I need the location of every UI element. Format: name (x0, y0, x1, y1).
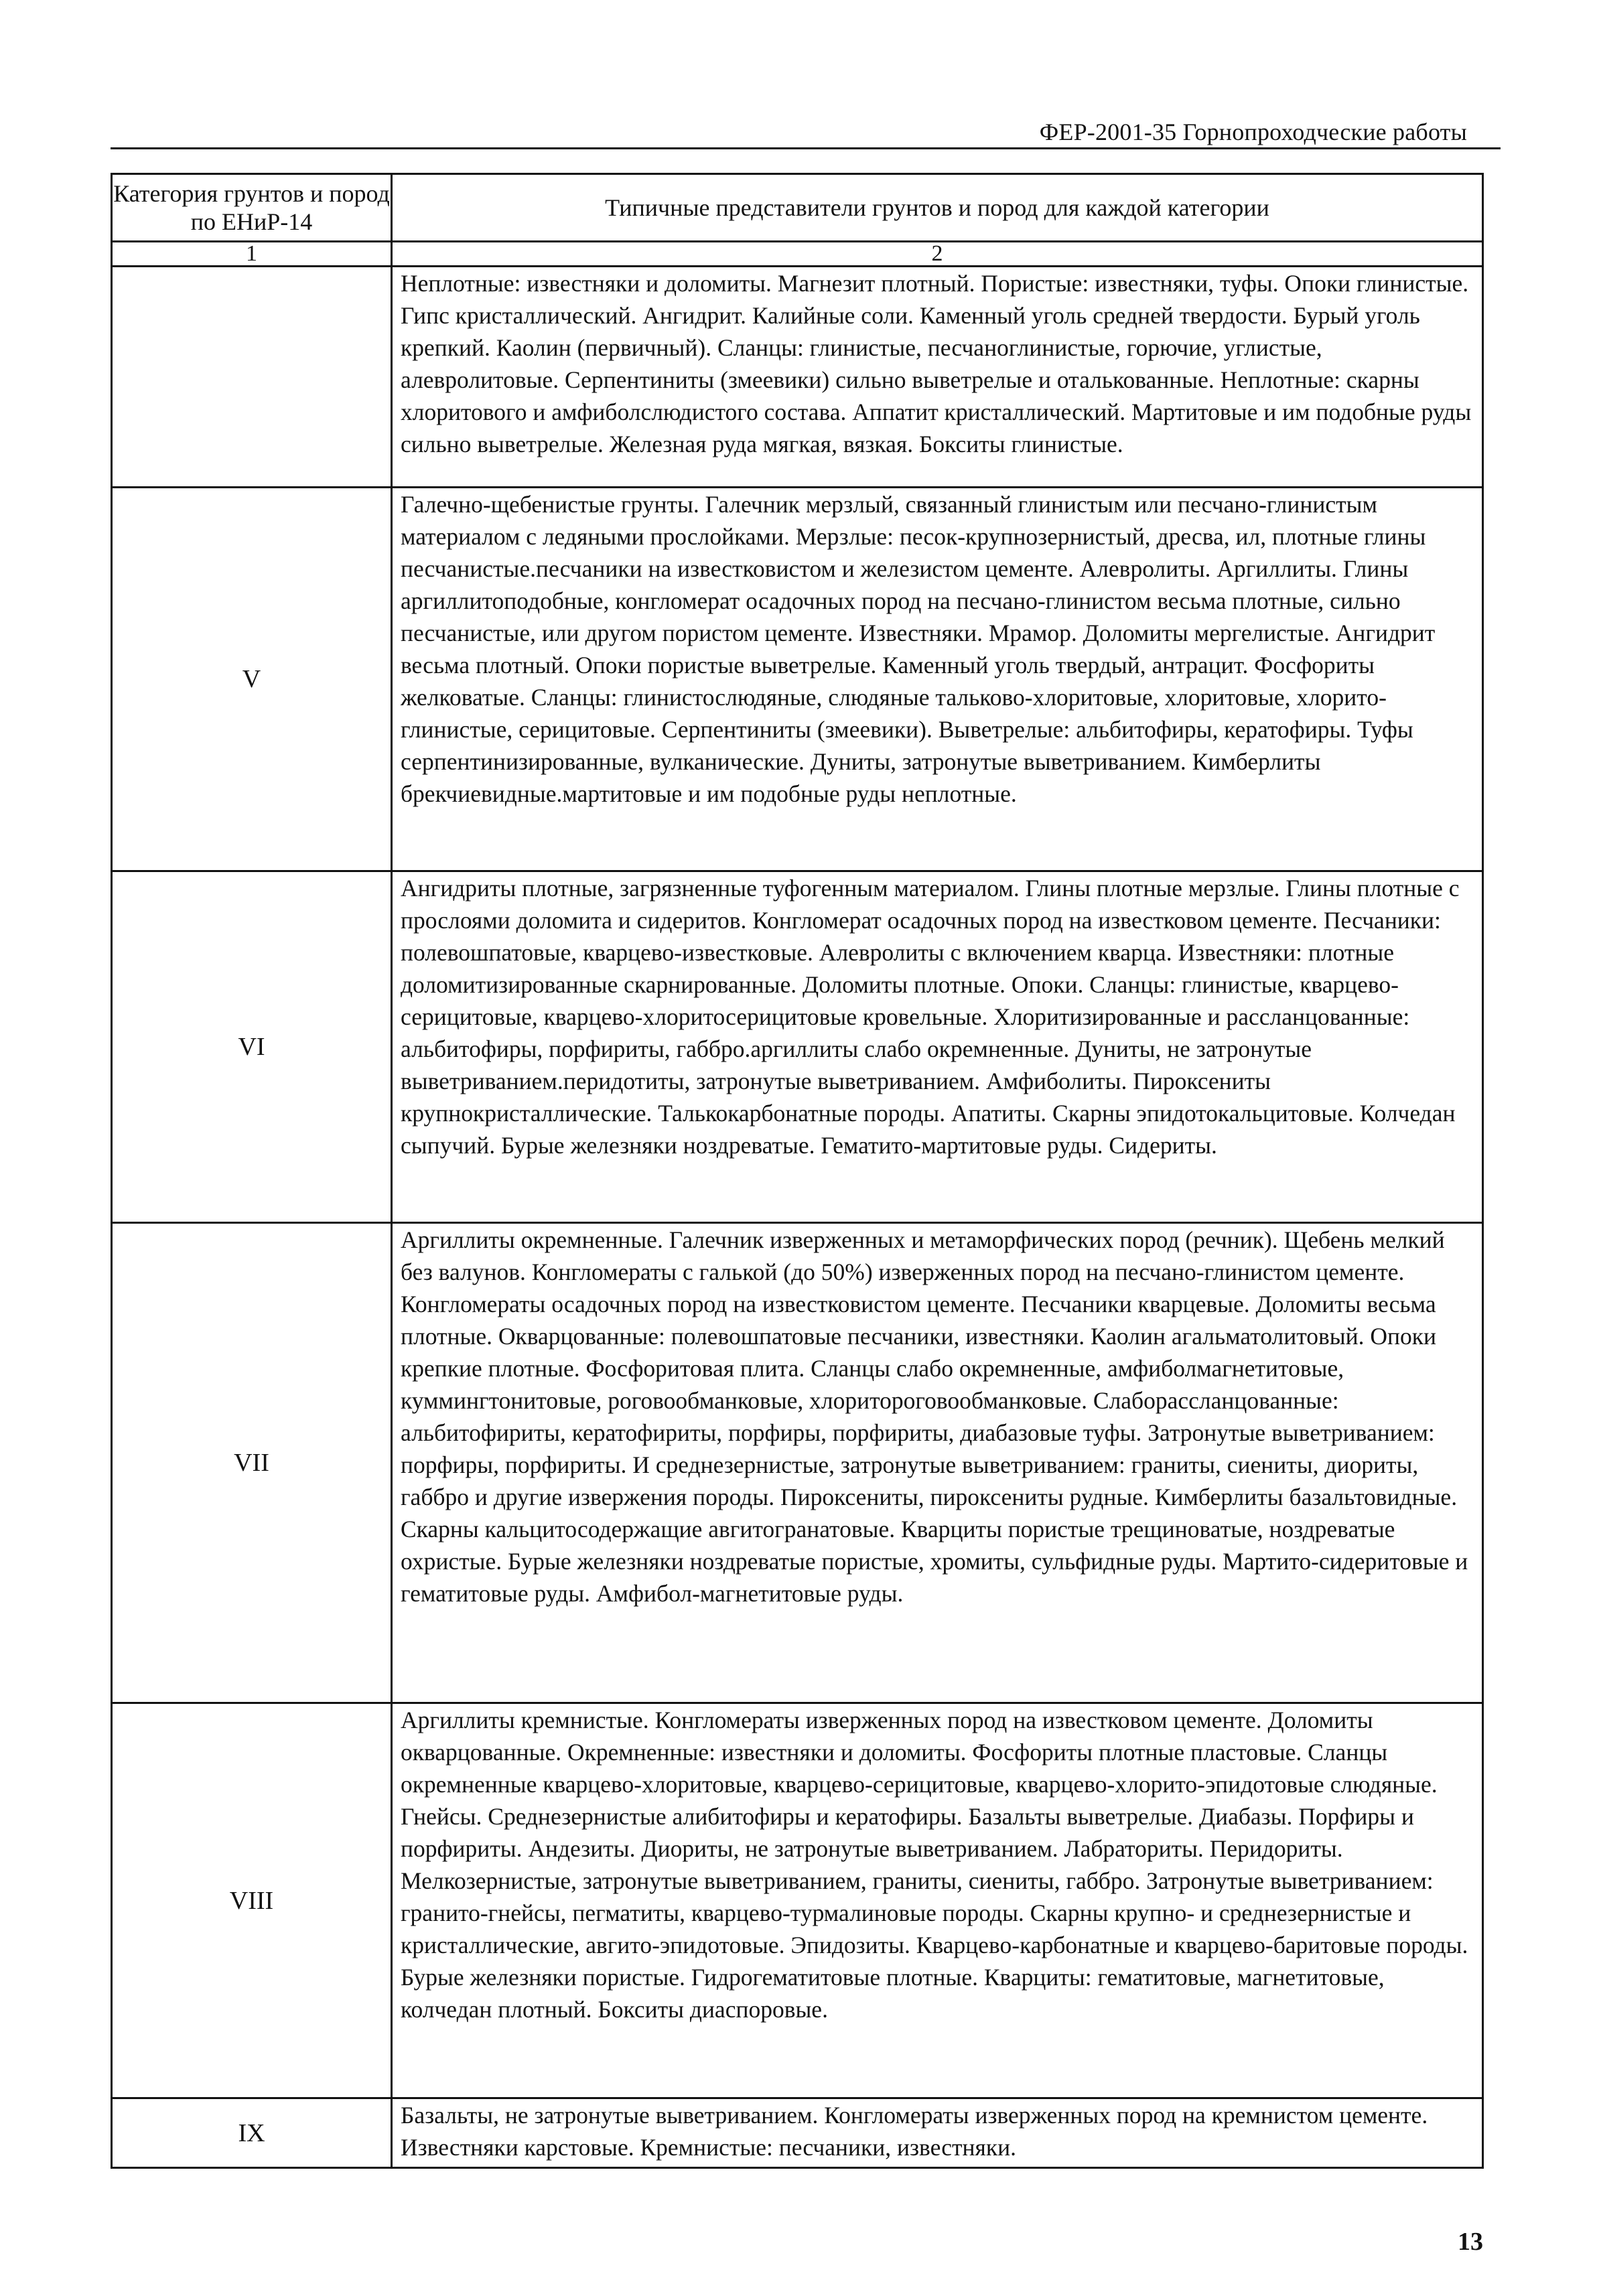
category-cell: VII (112, 1223, 392, 1703)
category-cell: VIII (112, 1703, 392, 2098)
table-row (112, 2098, 1483, 2168)
page-number: 13 (1458, 2228, 1483, 2256)
description-cell: Галечно-щебенистые грунты. Галечник мерзлый, связанный глинистым или песчано-глинистым материалом с ледяными прослойками. Мерзлые: песок-крупнозернистый, дресва, ил, плотные глины песчанистые.песчаники на известковистом и железистом цементе. Алевролиты. Аргиллиты. Глины аргиллитоподобные, конгломерат осадочных пород на песчано-глинистом весьма плотные, сильно песчанистые, или другом пористом цементе. Известняки. Мрамор. Доломиты мергелистые. Ангидрит весьма плотный. Опоки пористые выветрелые. Каменный уголь твердый, антрацит. Фосфориты желковатые. Сланцы: глинистослюдяные, слюдяные тальково-хлоритовые, хлоритовые, хлорито-глинистые, серицитовые. Серпентиниты (змеевики). Выветрелые: альбитофиры, кератофиры. Туфы серпентинизированные, вулканические. Дуниты, затронутые выветриванием. Кимберлиты брекчиевидные.мартитовые и им подобные руды неплотные. (392, 488, 1483, 871)
description-cell: Ангидриты плотные, загрязненные туфогенным материалом. Глины плотные мерзлые. Глины плотные с прослоями доломита и сидеритов. Конгломерат осадочных пород на известковом цементе. Песчаники: полевошпатовые, кварцево-известковые. Алевролиты с включением кварца. Известняки: плотные доломитизированные скарнированные. Доломиты плотные. Опоки. Сланцы: глинистые, кварцево-серицитовые, кварцево-хлоритосерицитовые кровельные. Хлоритизированные и рассланцованные: альбитофиры, порфириты, габбро.аргиллиты слабо окремненные. Дуниты, не затронутые выветриванием.перидотиты, затронутые выветриванием. Амфиболиты. Пироксениты крупнокристаллические. Талькокарбонатные породы. Апатиты. Скарны эпидотокальцитовые. Колчедан сыпучий. Бурые железняки ноздреватые. Гематито-мартитовые руды. Сидериты. (392, 871, 1483, 1223)
table-row (112, 1703, 1483, 2098)
description-cell: Аргиллиты окремненные. Галечник изверженных и метаморфических пород (речник). Щебень мелкий без валунов. Конгломераты с галькой (до 50%) изверженных пород на песчано-глинистом цементе. Конгломераты осадочных пород на известковистом цементе. Песчаники кварцевые. Доломиты весьма плотные. Окварцованные: полевошпатовые песчаники, известняки. Каолин агальматолитовый. Опоки крепкие плотные. Фосфоритовая плита. Сланцы слабо окремненные, амфиболмагнетитовые, куммингтонитовые, роговообманковые, хлоритороговообманковые. Слаборассланцованные: альбитофириты, кератофириты, порфиры, порфириты, диабазовые туфы. Затронутые выветриванием: порфиры, порфириты. И среднезернистые, затронутые выветриванием: граниты, сиениты, диориты, габбро и другие извержения породы. Пироксениты, пироксениты рудные. Кимберлиты базальтовидные. Скарны кальцитосодержащие авгитогранатовые. Кварциты пористые трещиноватые, ноздреватые охристые. Бурые железняки ноздреватые пористые, хромиты, сульфидные руды. Мартито-сидеритовые и гематитовые руды. Амфибол-магнетитовые руды. (392, 1223, 1483, 1703)
description-cell: Аргиллиты кремнистые. Конгломераты изверженных пород на известковом цементе. Доломиты окварцованные. Окремненные: известняки и доломиты. Фосфориты плотные пластовые. Сланцы окремненные кварцево-хлоритовые, кварцево-серицитовые, кварцево-хлорито-эпидотовые слюдяные. Гнейсы. Среднезернистые алибитофиры и кератофиры. Базальты выветрелые. Диабазы. Порфиры и порфириты. Андезиты. Диориты, не затронутые выветриванием. Лабраториты. Перидориты. Мелкозернистые, затронутые выветриванием, граниты, сиениты, габбро. Затронутые выветриванием: гранито-гнейсы, пегматиты, кварцево-турмалиновые породы. Скарны крупно- и среднезернистые и кристаллические, авгито-эпидотовые. Эпидозиты. Кварцево-карбонатные и кварцево-баритовые породы. Бурые железняки пористые. Гидрогематитовые плотные. Кварциты: гематитовые, магнетитовые, колчедан плотный. Бокситы диаспоровые. (392, 1703, 1483, 2098)
column-header-category: Категория грунтов и пород по ЕНиР-14 (112, 174, 392, 242)
column-number-2: 2 (392, 242, 1483, 267)
column-header-description: Типичные представители грунтов и пород для каждой категории (392, 174, 1483, 242)
table-row (112, 1223, 1483, 1703)
table-row (112, 871, 1483, 1223)
category-cell: V (112, 488, 392, 871)
category-cell (112, 267, 392, 488)
description-cell: Базальты, не затронутые выветриванием. Конгломераты изверженных пород на кремнистом цементе. Известняки карстовые. Кремнистые: песчаники, известняки. (392, 2098, 1483, 2168)
running-header-title: ФЕР-2001-35 Горнопроходческие работы (1039, 119, 1467, 145)
rock-category-table (111, 173, 1484, 2169)
table-header-row (112, 174, 1483, 242)
column-number-1: 1 (112, 242, 392, 267)
description-cell: Неплотные: известняки и доломиты. Магнезит плотный. Пористые: известняки, туфы. Опоки глинистые. Гипс кристаллический. Ангидрит. Калийные соли. Каменный уголь средней твердости. Бурый уголь крепкий. Каолин (первичный). Сланцы: глинистые, песчаноглинистые, горючие, углистые, алевролитовые. Серпентиниты (змеевики) сильно выветрелые и оталькованные. Неплотные: скарны хлоритового и амфиболслюдистого состава. Аппатит кристаллический. Мартитовые и им подобные руды сильно выветрелые. Железная руда мягкая, вязкая. Бокситы глинистые. (392, 267, 1483, 488)
running-header (111, 114, 1501, 149)
column-number-row (112, 242, 1483, 267)
table-row (112, 267, 1483, 488)
category-cell: IX (112, 2098, 392, 2168)
table-row (112, 488, 1483, 871)
category-cell: VI (112, 871, 392, 1223)
